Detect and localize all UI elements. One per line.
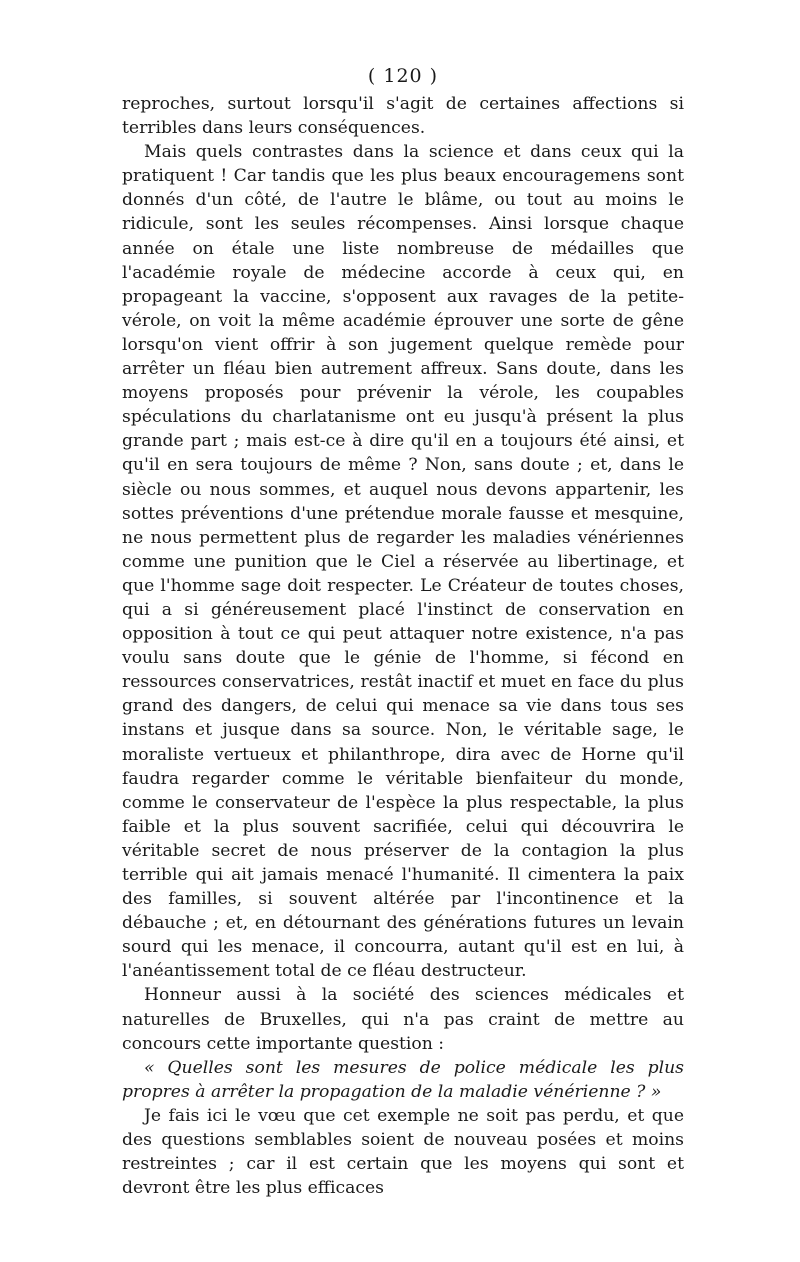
page-number: ( 120 )	[367, 65, 439, 87]
paragraph-question: « Quelles sont les mesures de police médicale les plus propres à arrêter la propagation de la maladie vénérienne ? »	[122, 1057, 684, 1102]
paragraph-continuation: reproches, surtout lorsqu'il s'agit de certaines affections si terribles dans leurs conséquences.	[122, 94, 684, 139]
paragraph-contrasts: Mais quels contrastes dans la science et dans ceux qui la pratiquent ! Car tandis que les plus beaux encouragemens sont donnés d'un côté, de l'autre le blâme, ou tout au moins le ridicule, sont les seules récompenses. Ainsi lorsque chaque année on étale une liste nombreuse de médailles que l'académie royale de médecine accorde à ceux qui, en propageant la vaccine, s'opposent aux ravages de la petite-vérole, on voit la même académie éprouver une sorte de gêne lorsqu'on vient offrir à son jugement quelque remède pour arrêter un fléau bien autrement affreux. Sans doute, dans les moyens proposés pour prévenir la vérole, les coupables spéculations du charlatanisme ont eu jusqu'à présent la plus grande part ; mais est-ce à dire qu'il en a toujours été ainsi, et qu'il en sera toujours de même ? Non, sans doute ; et, dans le siècle ou nous sommes, et auquel nous devons appartenir, les sottes préventions d'une prétendue morale fausse et mesquine, ne nous permettent plus de regarder les maladies vénériennes comme une punition que le Ciel a réservée au libertinage, et que l'homme sage doit respecter. Le Créateur de toutes choses, qui a si généreusement placé l'instinct de conservation en opposition à tout ce qui peut attaquer notre existence, n'a pas voulu sans doute que le génie de l'homme, si fécond en ressources conservatrices, restât inactif et muet en face du plus grand des dangers, de celui qui menace sa vie dans tous ses instans et jusque dans sa source. Non, le véritable sage, le moraliste vertueux et philanthrope, dira avec de Horne qu'il faudra regarder comme le véritable bienfaiteur du monde, comme le conservateur de l'espèce la plus respectable, la plus faible et la plus souvent sacrifiée, celui qui découvrira le véritable secret de nous préserver de la contagion la plus terrible qui ait jamais menacé l'humanité. Il cimentera la paix des familles, si souvent altérée par l'incontinence et la débauche ; et, en détournant des générations futures un levain sourd qui les menace, il concourra, autant qu'il est en lui, à l'anéantissement total de ce fléau destructeur.	[122, 142, 684, 982]
paragraph-honneur: Honneur aussi à la société des sciences médicales et naturelles de Bruxelles, qui n'a pas craint de mettre au concours cette importante question :	[122, 985, 684, 1054]
paragraph-voeu: Je fais ici le vœu que cet exemple ne soit pas perdu, et que des questions semblables soient de nouveau posées et moins restreintes ; car il est certain que les moyens qui sont et devront être les plus efficaces	[122, 1105, 684, 1199]
document-page	[122, 62, 684, 1200]
